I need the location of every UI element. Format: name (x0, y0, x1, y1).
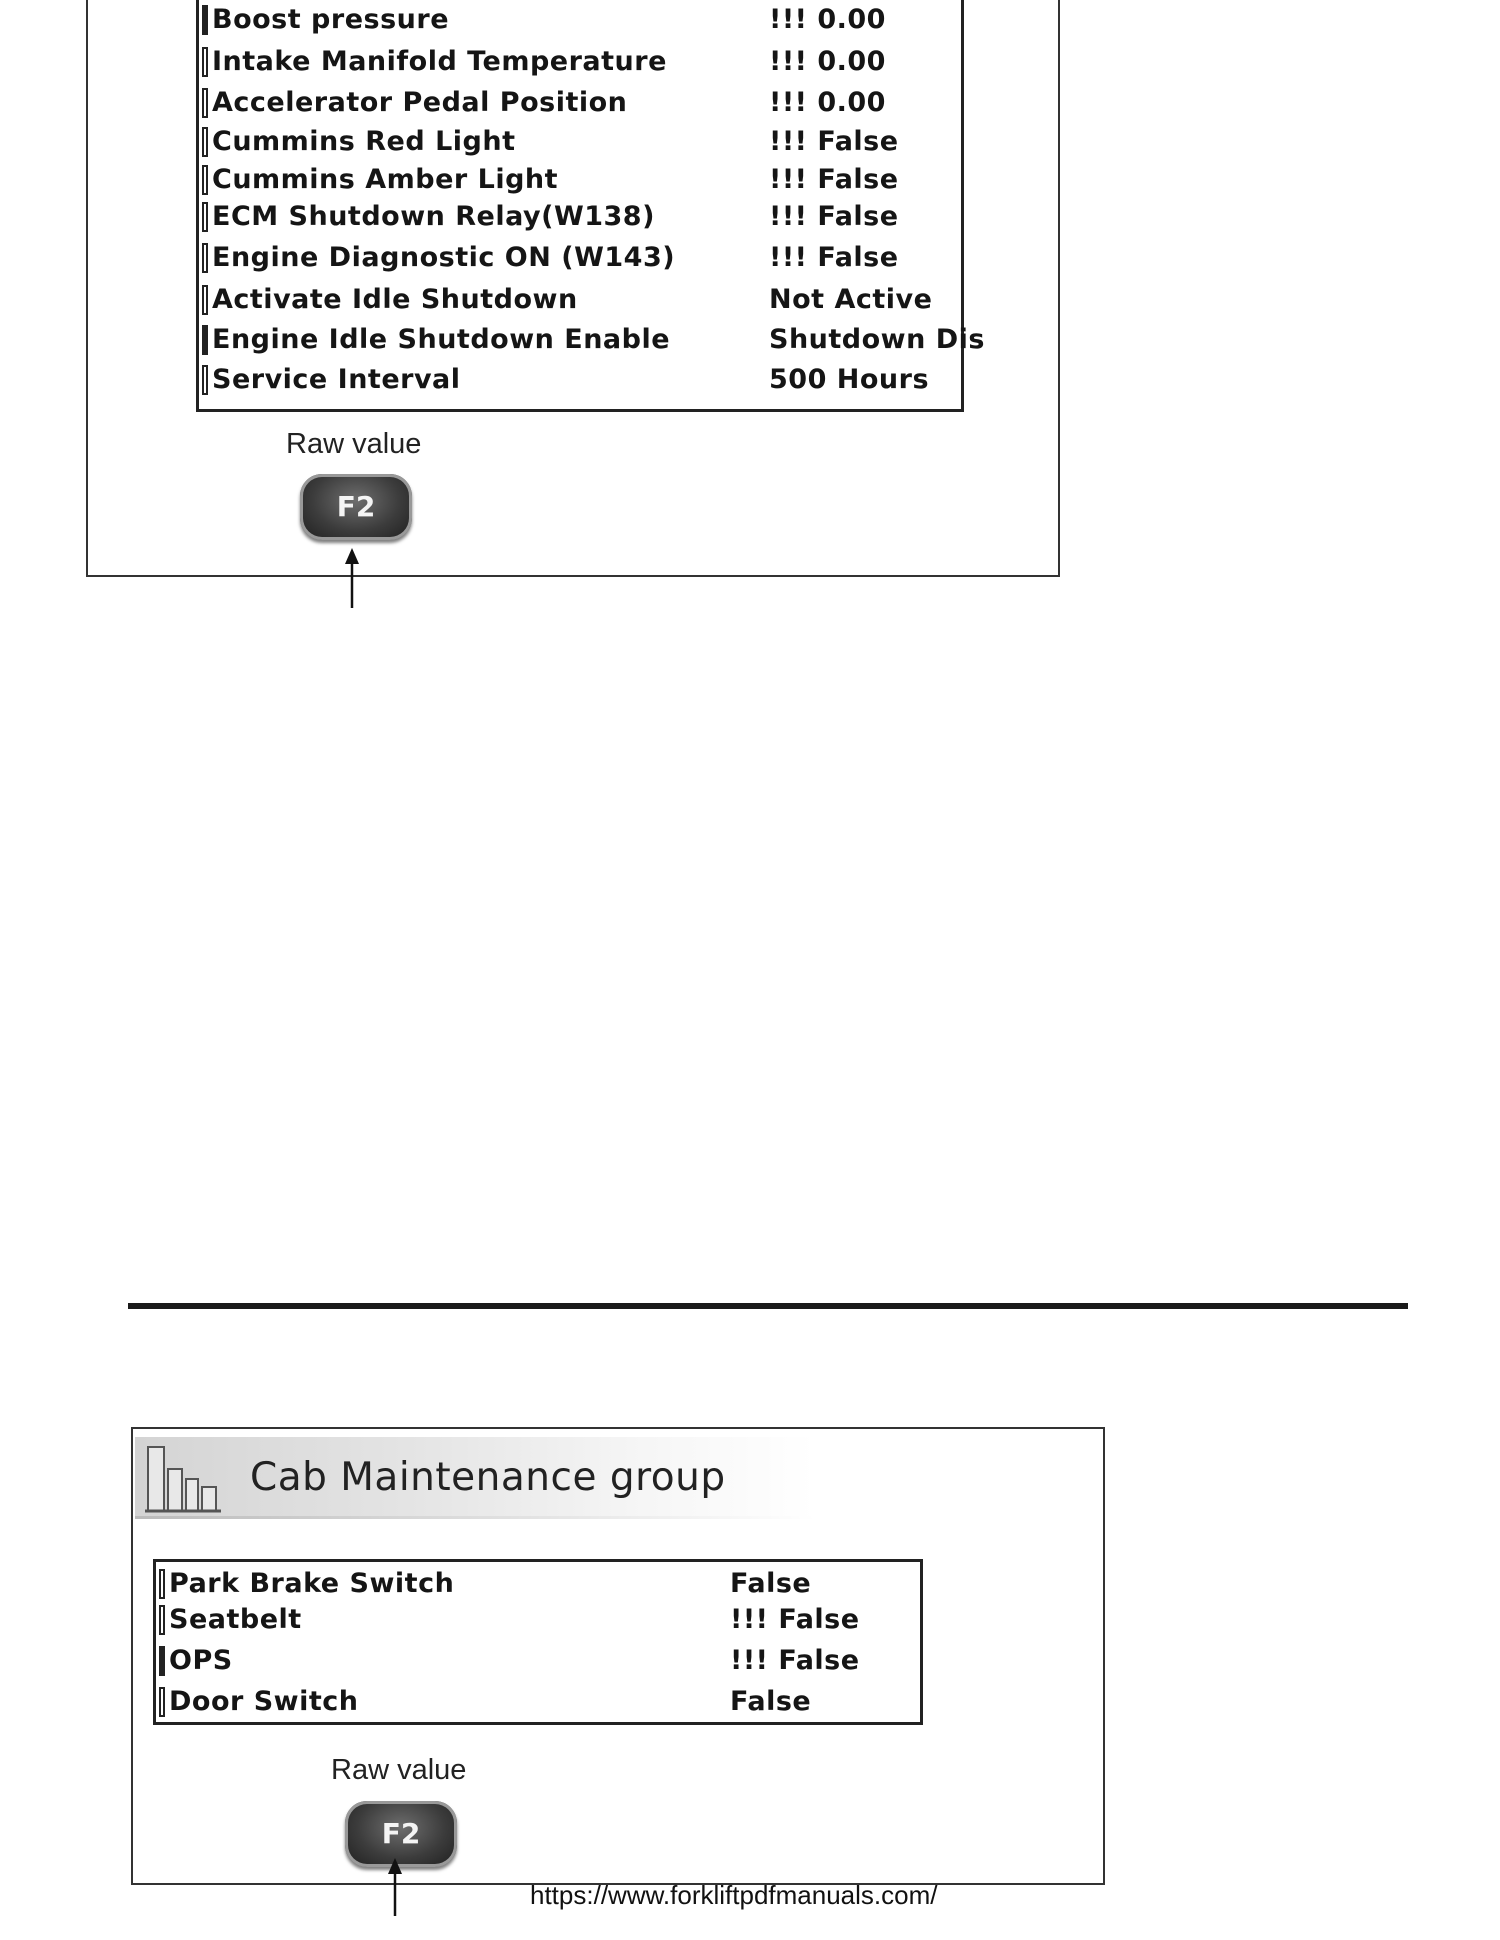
f2-raw-value-button[interactable]: F2 (300, 474, 412, 540)
group-title: Cab Maintenance group (250, 1455, 726, 1500)
parameter-label: OPS (169, 1645, 233, 1676)
parameter-label: Boost pressure (212, 4, 450, 35)
table-row[interactable] (156, 1643, 920, 1679)
table-row[interactable] (199, 199, 961, 235)
row-marker (202, 47, 208, 77)
row-marker (202, 127, 208, 157)
cab-maintenance-panel (131, 1427, 1105, 1885)
table-row[interactable] (156, 1684, 920, 1720)
row-marker (159, 1687, 165, 1717)
table-row[interactable] (199, 162, 961, 198)
parameter-value: !!! False (769, 201, 899, 232)
engine-parameters-panel (86, 0, 1060, 577)
parameter-value: False (730, 1686, 812, 1717)
parameter-value: 500 Hours (769, 364, 930, 395)
pointer-arrow-icon (383, 1858, 407, 1918)
parameter-label: Cummins Amber Light (212, 164, 559, 195)
parameter-value: !!! 0.00 (769, 4, 886, 35)
parameter-value: !!! 0.00 (769, 46, 886, 77)
row-marker (202, 325, 208, 355)
engine-parameters-table (196, 0, 985, 412)
parameter-label: Engine Idle Shutdown Enable (212, 324, 671, 355)
parameter-label: Activate Idle Shutdown (212, 284, 578, 315)
parameter-value: Shutdown Dis (769, 324, 985, 355)
parameter-value: !!! 0.00 (769, 87, 886, 118)
parameter-value: Not Active (769, 284, 933, 315)
parameter-label: Park Brake Switch (169, 1568, 455, 1599)
source-url[interactable]: https://www.forkliftpdfmanuals.com/ (530, 1880, 938, 1910)
table-row[interactable] (156, 1602, 920, 1638)
table-row[interactable] (199, 44, 961, 80)
row-marker (159, 1605, 165, 1635)
parameter-value: !!! False (769, 242, 899, 273)
parameter-value: !!! False (769, 126, 899, 157)
cab-maintenance-table (153, 1559, 923, 1725)
parameter-label: Door Switch (169, 1686, 359, 1717)
table-row[interactable] (199, 240, 961, 276)
group-header (135, 1437, 815, 1519)
parameter-label: ECM Shutdown Relay(W138) (212, 201, 655, 232)
parameter-value: !!! False (769, 164, 899, 195)
row-marker (202, 202, 208, 232)
raw-value-label: Raw value (286, 428, 422, 460)
table-row[interactable] (199, 362, 961, 398)
bar-chart-icon (145, 1443, 221, 1513)
parameter-value: !!! False (730, 1604, 860, 1635)
parameter-value: !!! False (730, 1645, 860, 1676)
row-marker (159, 1569, 165, 1599)
parameter-label: Engine Diagnostic ON (W143) (212, 242, 676, 273)
parameter-label: Intake Manifold Temperature (212, 46, 667, 77)
row-marker (159, 1646, 165, 1676)
parameter-value: False (730, 1568, 812, 1599)
parameter-label: Cummins Red Light (212, 126, 516, 157)
parameter-label: Accelerator Pedal Position (212, 87, 628, 118)
row-marker (202, 88, 208, 118)
header-underline (135, 1516, 815, 1519)
table-row[interactable] (199, 85, 961, 121)
table-row[interactable] (199, 2, 961, 38)
row-marker (202, 285, 208, 315)
pointer-arrow-icon (340, 548, 364, 610)
section-divider (128, 1303, 1408, 1309)
f2-raw-value-button[interactable]: F2 (345, 1801, 457, 1867)
table-row[interactable] (156, 1566, 920, 1602)
table-row[interactable] (199, 282, 961, 318)
table-row[interactable] (199, 124, 961, 160)
table-row[interactable] (199, 322, 985, 358)
raw-value-label: Raw value (331, 1754, 467, 1786)
row-marker (202, 243, 208, 273)
row-marker (202, 5, 208, 35)
parameter-label: Seatbelt (169, 1604, 302, 1635)
row-marker (202, 365, 208, 395)
row-marker (202, 165, 208, 195)
parameter-label: Service Interval (212, 364, 461, 395)
